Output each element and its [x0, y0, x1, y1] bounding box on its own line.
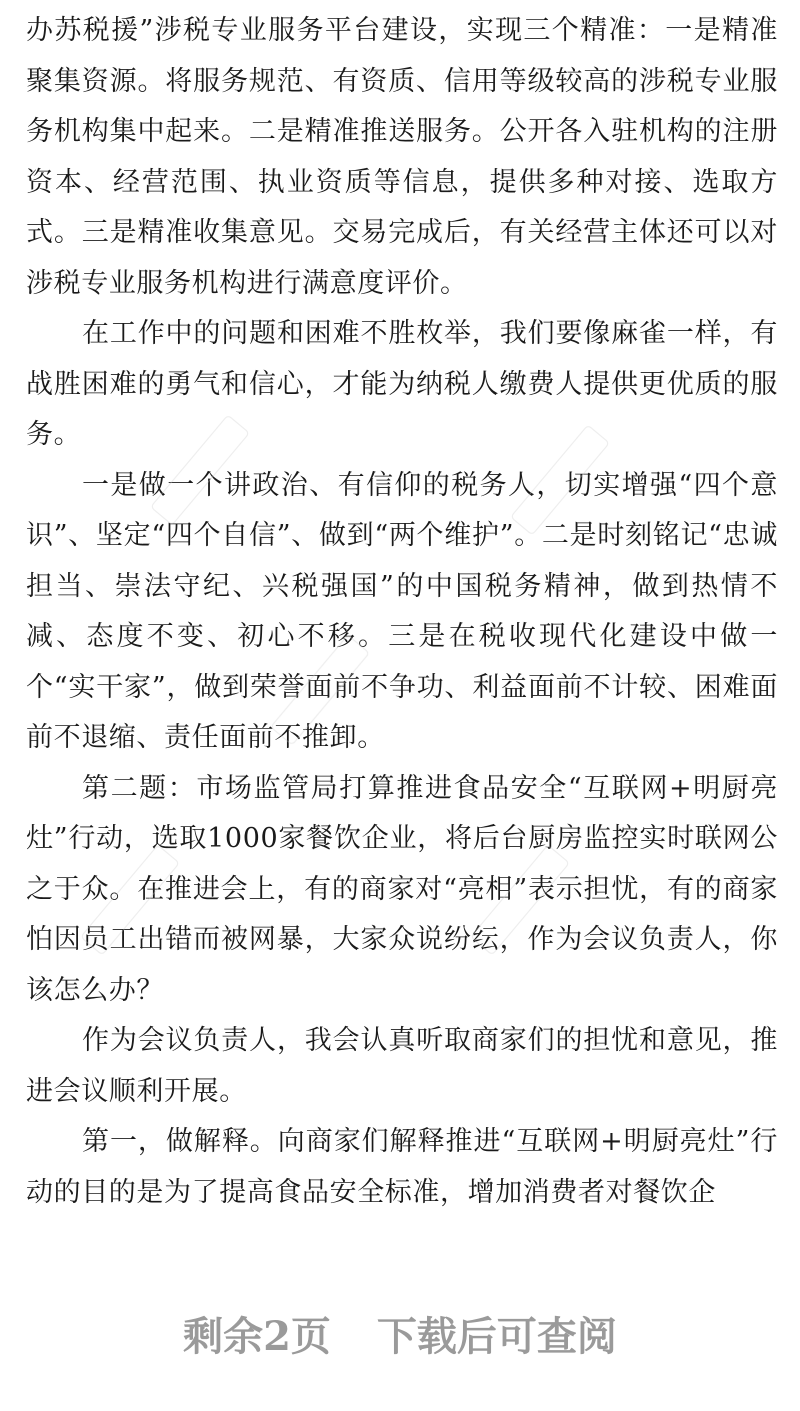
paragraph: 一是做一个讲政治、有信仰的税务人，切实增强“四个意识”、坚定“四个自信”、做到“两个维护”。二是时刻铭记“忠诚担当、崇法守纪、兴税强国”的中国税务精神，做到热情不减、态度不变、初心不移。三是在税收现代化建设中做一个“实干家”，做到荣誉面前不争功、利益面前不计较、困难面前不退缩、责任面前不推卸。 [26, 469, 778, 753]
paragraph: 第一，做解释。向商家们解释推进“互联网+明厨亮灶”行动的目的是为了提高食品安全标准，增加消费者对餐饮企 [26, 1126, 778, 1208]
download-prompt-text: 下载后可查阅 [376, 1313, 617, 1360]
remaining-pages-text: 剩余2页 [183, 1313, 331, 1360]
download-notice[interactable] [0, 1305, 800, 1362]
paragraph: 作为会议负责人，我会认真听取商家们的担忧和意见，推进会议顺利开展。 [26, 1025, 778, 1107]
paragraph: 第二题：市场监管局打算推进食品安全“互联网+明厨亮灶”行动，选取1000家餐饮企业，将后台厨房监控实时联网公之于众。在推进会上，有的商家对“亮相”表示担忧，有的商家怕因员工出错而被网暴，大家众说纷纭，作为会议负责人，你该怎么办？ [26, 772, 778, 1006]
document-body [26, 6, 778, 1218]
paragraph: 在工作中的问题和困难不胜枚举，我们要像麻雀一样，有战胜困难的勇气和信心，才能为纳税人缴费人提供更优质的服务。 [26, 318, 778, 450]
paragraph: 办苏税援”涉税专业服务平台建设，实现三个精准：一是精准聚集资源。将服务规范、有资质、信用等级较高的涉税专业服务机构集中起来。二是精准推送服务。公开各入驻机构的注册资本、经营范围、执业资质等信息，提供多种对接、选取方式。三是精准收集意见。交易完成后，有关经营主体还可以对涉税专业服务机构进行满意度评价。 [26, 15, 778, 299]
